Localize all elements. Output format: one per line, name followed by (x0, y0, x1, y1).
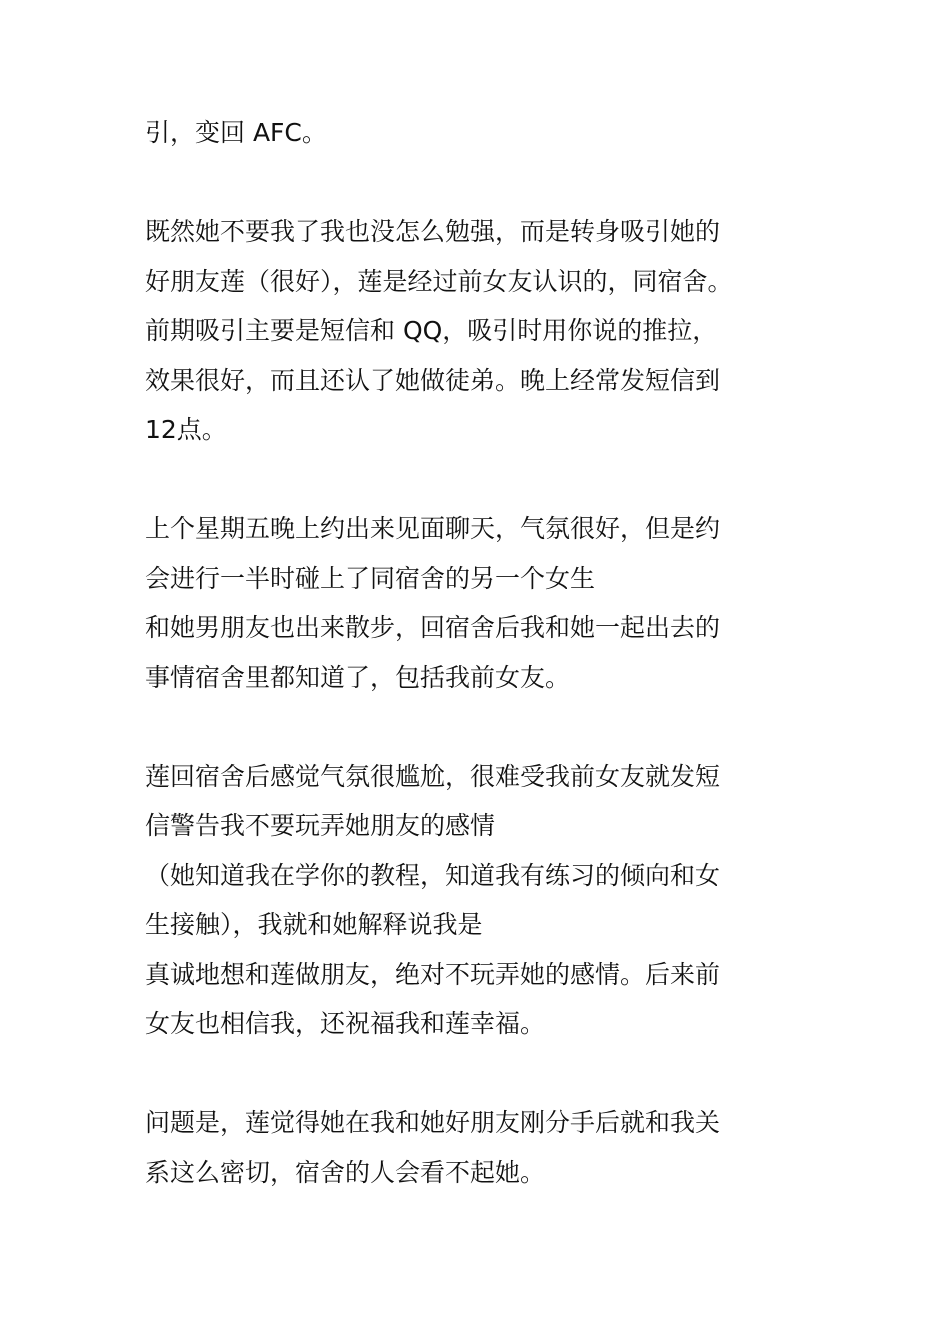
text-line: 会进行一半时碰上了同宿舍的另一个女生 (145, 563, 596, 593)
text-line: 信警告我不要玩弄她朋友的感情 (145, 811, 496, 840)
text-line: （她知道我在学你的教程，知道我有练习的倾向和女 (145, 860, 721, 890)
text-line: 好朋友莲（很好），莲是经过前女友认识的，同宿舍。 (145, 266, 733, 296)
text-line: 既然她不要我了我也没怎么勉强，而是转身吸引她的 (145, 217, 721, 246)
document-body (145, 108, 810, 1247)
text-line: 莲回宿舍后感觉气氛很尴尬，很难受我前女友就发短 (145, 761, 721, 791)
paragraph-4 (145, 752, 810, 1049)
text-line: 引，变回 AFC。 (145, 118, 327, 147)
text-line: 系这么密切，宿舍的人会看不起她。 (145, 1157, 546, 1187)
paragraph-1 (145, 108, 810, 158)
paragraph-2 (145, 207, 810, 455)
text-line: 前期吸引主要是短信和 QQ，吸引时用你说的推拉， (145, 316, 718, 345)
text-line: 和她男朋友也出来散步，回宿舍后我和她一起出去的 (145, 613, 721, 642)
text-line: 12点。 (145, 415, 227, 444)
paragraph-5 (145, 1098, 810, 1197)
text-line: 上个星期五晚上约出来见面聊天，气氛很好，但是约 (145, 514, 721, 543)
text-line: 效果很好，而且还认了她做徒弟。晚上经常发短信到 (145, 365, 721, 395)
paragraph-3 (145, 504, 810, 702)
text-line: 真诚地想和莲做朋友，绝对不玩弄她的感情。后来前 (145, 959, 721, 989)
text-line: 生接触），我就和她解释说我是 (145, 910, 483, 939)
text-line: 女友也相信我，还祝福我和莲幸福。 (145, 1009, 546, 1038)
text-line: 事情宿舍里都知道了，包括我前女友。 (145, 662, 571, 692)
text-line: 问题是，莲觉得她在我和她好朋友刚分手后就和我关 (145, 1108, 721, 1137)
